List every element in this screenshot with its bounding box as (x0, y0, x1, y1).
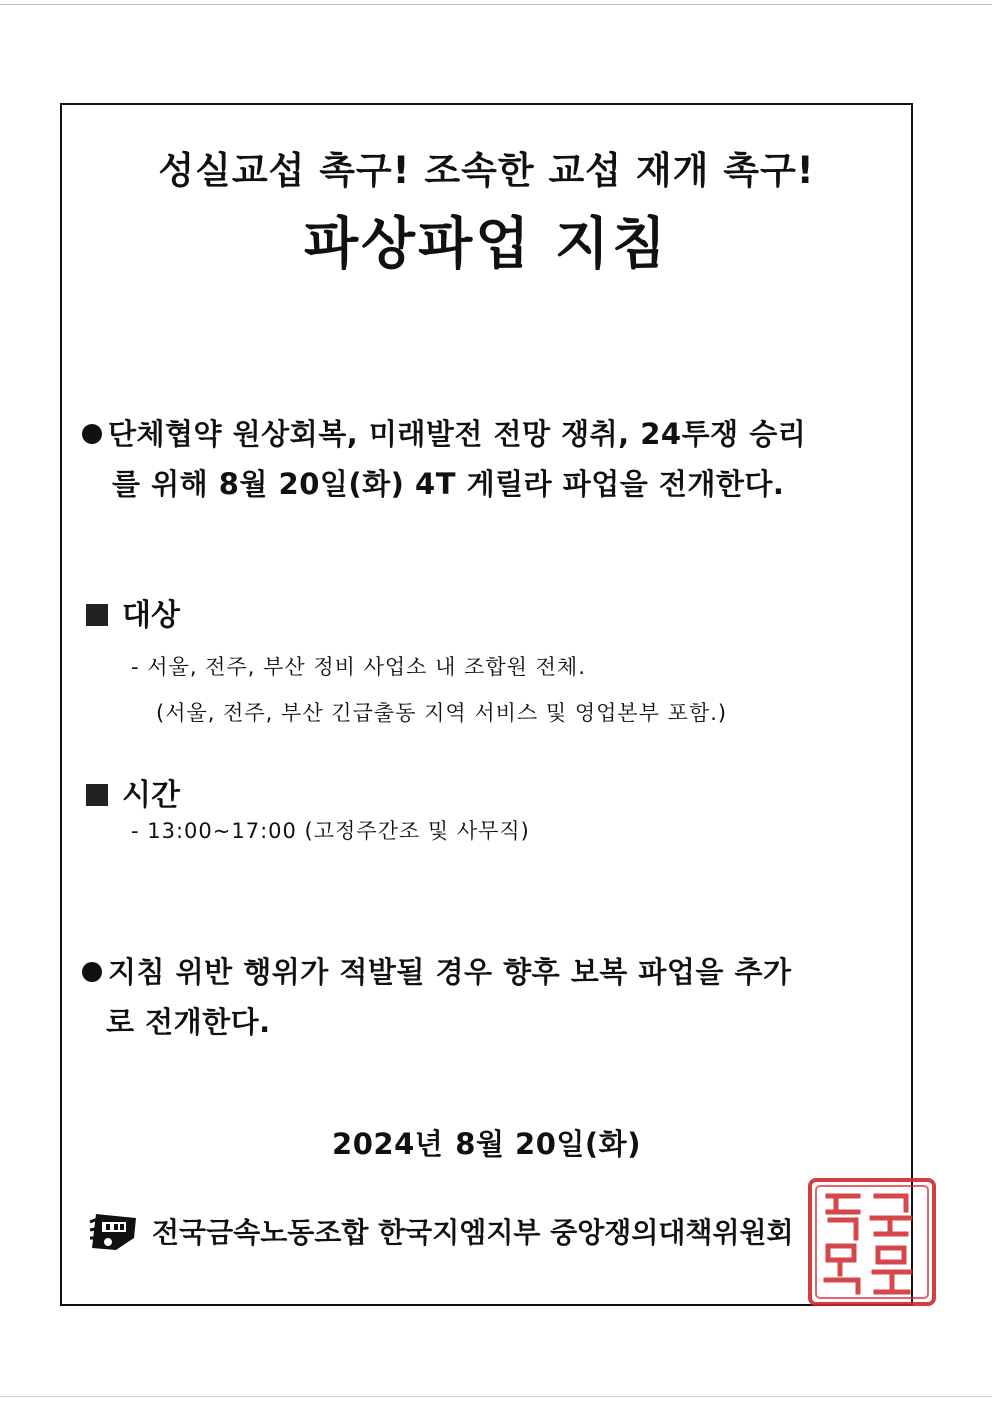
section-target-line-2: (서울, 전주, 부산 긴급출동 지역 서비스 및 영업본부 포함.) (156, 701, 728, 725)
warning-paragraph-line-2: 로 전개한다. (106, 1005, 271, 1039)
section-target-heading-text: 대상 (122, 598, 180, 633)
union-seal-stamp-icon (806, 1176, 938, 1308)
section-time-heading-text: 시간 (122, 778, 180, 813)
intro-paragraph-line-2: 를 위해 8월 20일(화) 4T 게릴라 파업을 전개한다. (112, 467, 785, 501)
union-logo-icon (86, 1208, 144, 1254)
section-target-line-1: - 서울, 전주, 부산 정비 사업소 내 조합원 전체. (131, 655, 586, 679)
date-year: 2024년 (332, 1127, 444, 1161)
intro-text-1: 단체협약 원상회복, 미래발전 전망 쟁취, 24투쟁 승리 (108, 417, 807, 451)
scan-edge-bottom (0, 1396, 992, 1397)
date-day: 8월 20일(화) (455, 1127, 641, 1161)
filled-square-icon (86, 604, 108, 626)
notice-title: 파상파업 지침 (303, 212, 670, 277)
scan-edge-top (0, 4, 992, 5)
section-time-heading (86, 770, 180, 814)
warning-paragraph-line-1 (82, 950, 792, 991)
notice-subtitle: 성실교섭 촉구! 조속한 교섭 재개 촉구! (158, 149, 815, 192)
filled-circle-bullet-icon (82, 424, 102, 444)
filled-circle-bullet-icon (82, 962, 102, 982)
notice-date (60, 1122, 913, 1163)
section-time-line-1: - 13:00~17:00 (고정주간조 및 사무직) (131, 819, 530, 843)
section-target-heading (86, 590, 180, 634)
intro-paragraph-line-1 (82, 412, 806, 453)
filled-square-icon (86, 784, 108, 806)
organization-name: 전국금속노동조합 한국지엠지부 중앙쟁의대책위원회 (152, 1216, 794, 1249)
warning-text-1: 지침 위반 행위가 적발될 경우 향후 보복 파업을 추가 (108, 955, 792, 989)
organization-signature (86, 1208, 794, 1254)
